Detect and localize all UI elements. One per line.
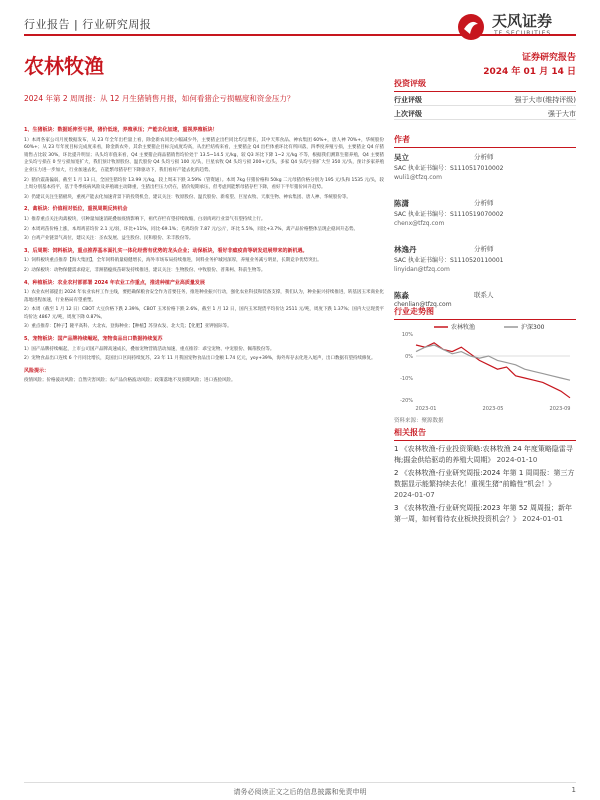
related-report-item[interactable] xyxy=(394,444,576,466)
x-tick-label: 2023-09 xyxy=(549,406,571,412)
section-heading: 3、后周期：饲料板块，重点推荐基本面扎实一体化经营有优势的龙头企业；动保板块，看好非瘟疫苗等研发进展带来的新机遇。 xyxy=(24,247,308,254)
report-category: 行业报告 | 行业研究周报 xyxy=(24,18,152,31)
section-paragraph: 1）饲料板块重点推荐【海大集团】，全年饲料销量稳健增长，海外市场布局持续推进，饲料业务护城河深厚，养殖业务减亏明显，长期竞争优势突出。 xyxy=(24,258,322,264)
y-tick-label: 10% xyxy=(401,332,413,338)
section-heading: 2、禽板块：价值相对低位，重视周期反转机会 xyxy=(24,206,128,213)
analyst-email[interactable]: chenlian@tfzq.com xyxy=(394,301,452,308)
report-date: 2024 年 01 月 14 日 xyxy=(483,67,576,77)
section-heading: 1、生猪板块：数据延伸至亏损，猪价低迷，养殖承压；产能去化加速，重视养殖板块！ xyxy=(24,127,218,133)
analyst-cert: SAC 执业证书编号：S1110517010002 xyxy=(394,165,504,172)
logo-cn-text: 天风证券 xyxy=(492,12,553,30)
rating-label: 行业评级 xyxy=(394,96,422,104)
analyst-role: 联系人 xyxy=(474,291,494,299)
section-paragraph: 2）动保板块：动物保健需求稳定，非洲猪瘟疫苗研发持续推进，建议关注：生物股份、中牧股份、普莱柯、科前生物等。 xyxy=(24,267,266,273)
legend-label: 沪深300 xyxy=(521,324,545,331)
related-report-title[interactable]: 1 《农林牧渔-行业投资策略:农林牧渔 24 年度策略隐雷寻梅;掘金供给驱动的养殖大周期》 xyxy=(394,445,573,464)
analyst-name: 陈潇 xyxy=(394,199,409,208)
report-subtitle: 2024 年第 2 周周报：从 12 月生猪销售月报，如何看猪企亏损幅度和资金压力？ xyxy=(24,94,295,103)
related-report-date: 2024-01-07 xyxy=(394,491,435,499)
section-heading: 风险提示： xyxy=(24,367,50,374)
rating-row xyxy=(394,106,576,120)
logo-mark-icon xyxy=(456,12,486,42)
related-report-title[interactable]: 2 《农林牧渔-行业研究周报:2024 年第 1 周周报：第三方数据显示能繁持续去化！重视生猪“前瞻性”机会！》 xyxy=(394,469,575,488)
report-type: 证券研究报告 xyxy=(521,53,576,63)
company-logo xyxy=(456,10,576,44)
x-tick-label: 2023-01 xyxy=(415,406,437,412)
trend-chart-svg xyxy=(394,322,576,414)
report-title: 农林牧渔 xyxy=(24,54,104,78)
related-report-item[interactable] xyxy=(394,503,576,525)
section-paragraph: 3）白鸡产业链景气高位，建议关注：圣农发展、益生股份、民和股份、禾丰股份等。 xyxy=(24,236,194,242)
section-paragraph: 1）本周各家公司月度数据发布，从 23 年全年出栏量上看，除金新农同比小幅减少外，主要猪企出栏同比均呈增长，其中天邦食品、神农集团 60%+，唐人神 70%+，华统股份 60%+；从 23 年年度目标完成度来看，除金新农外，其余主要猪企目标完成度均高，从出栏结构来看，主要猪企 Q4 出栏体重环比有所回落，四季度养殖亏损，主要猪企 Q4 仔猪销售占比较 30%，环比提升明显；从头均市值来看，Q4 主要猪企商品猪销售均价处于 13.5~14.5 元/kg，较 Q3 环比下降 1~2 元/kg 不等，根据我们测算生猪养殖，Q4 主要猪企头均亏损在 0 至亏损加宽扩大，我们预计牧原股份、温氏股份 Q4 头均亏损 100 元/头，巨星农牧 Q4 头均亏损 200+元/头，多家 Q4 头均亏损扩大至 350 元/头，预计多家养殖企业压力进一步加大，行业加速去化，在能繁母猪存栏下降驱动下，我们看好产能去化的趋势。 xyxy=(24,137,384,173)
analyst-cert: SAC 执业证书编号：S1110520110001 xyxy=(394,257,504,264)
analyst-name: 吴立 xyxy=(394,153,409,162)
rating-value: 强于大市 xyxy=(548,110,576,118)
rating-label: 上次评级 xyxy=(394,110,422,118)
related-report-date: 2024-01-01 xyxy=(522,515,563,523)
related-reports-list xyxy=(394,444,576,527)
section-paragraph: 3）仍建议关注生猪板块，重视产能去化加速背景下的投资机会，建议关注：牧原股份、温氏股份、新希望、巨星农牧、天康生物、神农集团、唐人神、华统股份等。 xyxy=(24,194,351,200)
section-paragraph: 2）本周鸡苗价格上涨，本周鸡苗均价 2.1 元/羽，环比+11%，同比-69.1%；毛鸡均价 7.87 元/公斤，环比 5.5%，同比+3.7%，禽产品价格整体呈现企稳回升态势。 xyxy=(24,226,359,232)
section-paragraph: 2）本周（截至 1 月 12 日）CBOT 大豆价格下跌 2.39%，CBOT 玉米价格下跌 2.6%，截至 1 月 12 日，国内玉米现货平均价达 2511 元/吨，周度下跌 1.37%；国内大豆现货平均价达 4867 元/吨，周度下降 0.87%。 xyxy=(24,307,384,320)
analyst-cert: SAC 执业证书编号：S1110519070002 xyxy=(394,211,504,218)
y-tick-label: 0% xyxy=(405,354,413,360)
analyst-role: 分析师 xyxy=(474,199,494,207)
section-paragraph: 3）重点推荐：【种子】隆平高科、大北农、登海种业；【种植】苏垦农发、北大荒；【化肥】亚钾国际等。 xyxy=(24,324,232,330)
legend-label: 农林牧渔 xyxy=(451,324,476,331)
analysts-heading: 作者 xyxy=(394,134,576,148)
report-header xyxy=(24,10,576,30)
analyst-role: 分析师 xyxy=(474,153,494,161)
x-tick-label: 2023-05 xyxy=(482,406,504,412)
series-line xyxy=(416,343,570,398)
report-body xyxy=(24,122,384,385)
related-report-item[interactable] xyxy=(394,468,576,501)
chart-heading: 行业走势图 xyxy=(394,306,576,320)
section-paragraph: 2）猪价震荡偏弱，截至 1 月 13 日，全国生猪均价 13.99 元/kg，较上周末下跌 3.59%（管资通）。本周 7kg 仔猪价格和 50kg 二元母猪价格分别为 195 元/头和 1535 元/头，较上周分别基本持平，基于冬季疫病风险及养殖端主动降重，生猪出栏压力仍在，猪价短期承压，但考虑到能繁母猪存栏下降，看好下半年猪价回升趋势。 xyxy=(24,177,384,191)
sidebar xyxy=(394,78,576,316)
section-paragraph: 2）宠物食品出口连续 6 个月同比增长，美国出口区间持续复苏，23 年 11 月我国宠物食品出口金额 1.74 亿元，yoy+39%，海外库存去化进入尾声，出口数据有望持续修复。 xyxy=(24,356,376,362)
analyst-card xyxy=(394,152,576,194)
related-heading: 相关报告 xyxy=(394,427,576,441)
disclaimer-footer: 请务必阅读正文之后的信息披露和免责申明 xyxy=(24,782,576,797)
section-paragraph: 疫情风险；价格波动风险；自然灾害风险；农产品价格波动风险；政策落地不及预期风险；进口查验风险。 xyxy=(24,378,236,384)
analyst-name: 林逸丹 xyxy=(394,245,417,254)
y-tick-label: -10% xyxy=(400,376,413,382)
related-report-title[interactable]: 3 《农林牧渔-行业研究周报:2023 年第 52 周周报；新年第一周，如何看待农业板块投资机会？》 xyxy=(394,504,572,523)
page-number: 1 xyxy=(571,786,576,794)
chart-source: 资料来源：聚源数据 xyxy=(394,418,444,424)
related-report-date: 2024-01-10 xyxy=(496,456,538,464)
rating-heading: 投资评级 xyxy=(394,78,576,92)
y-tick-label: -20% xyxy=(400,398,413,404)
analyst-role: 分析师 xyxy=(474,245,494,253)
analyst-email[interactable]: linyidan@tfzq.com xyxy=(394,266,450,273)
section-heading: 4、种植板块：农业农村部部署 2024 年农业工作重点，推进种植产业高质量发展 xyxy=(24,279,205,286)
analyst-card xyxy=(394,244,576,286)
analyst-card xyxy=(394,198,576,240)
section-paragraph: 1）推荐重点关注肉禽板块，引种量加速消耗叠加疫情影响下，祖代存栏有望持续收缩，白羽肉鸡行业景气有望持续上行。 xyxy=(24,216,266,222)
analyst-email[interactable]: chenx@tfzq.com xyxy=(394,220,445,227)
series-line xyxy=(416,345,570,380)
analyst-name: 陈淼 xyxy=(394,291,409,300)
rating-value: 强于大市(维持评级) xyxy=(514,96,576,104)
section-paragraph: 1）国产品牌持续崛起，上市公司国产品牌高速成长，叠加宠物营销活动加速，重点推荐：乖宝宠物、中宠股份、佩蒂股份等。 xyxy=(24,346,275,352)
industry-trend-chart xyxy=(394,322,576,414)
rating-row xyxy=(394,92,576,106)
section-heading: 5、宠物板块：国产品牌持续崛起，宠物食品出口数据持续复苏 xyxy=(24,336,163,343)
header-divider xyxy=(24,34,576,36)
section-paragraph: 1）农业农村部提出 2024 年农业农村工作主线，要把确保粮食安全作为首要任务，推进种业振兴行动，强化农业科技和装备支撑，我们认为，种业振兴持续推进，转基因玉米商业化落地进程加速，行业格局有望重塑。 xyxy=(24,290,384,303)
analyst-email[interactable]: wuli1@tfzq.com xyxy=(394,174,443,181)
